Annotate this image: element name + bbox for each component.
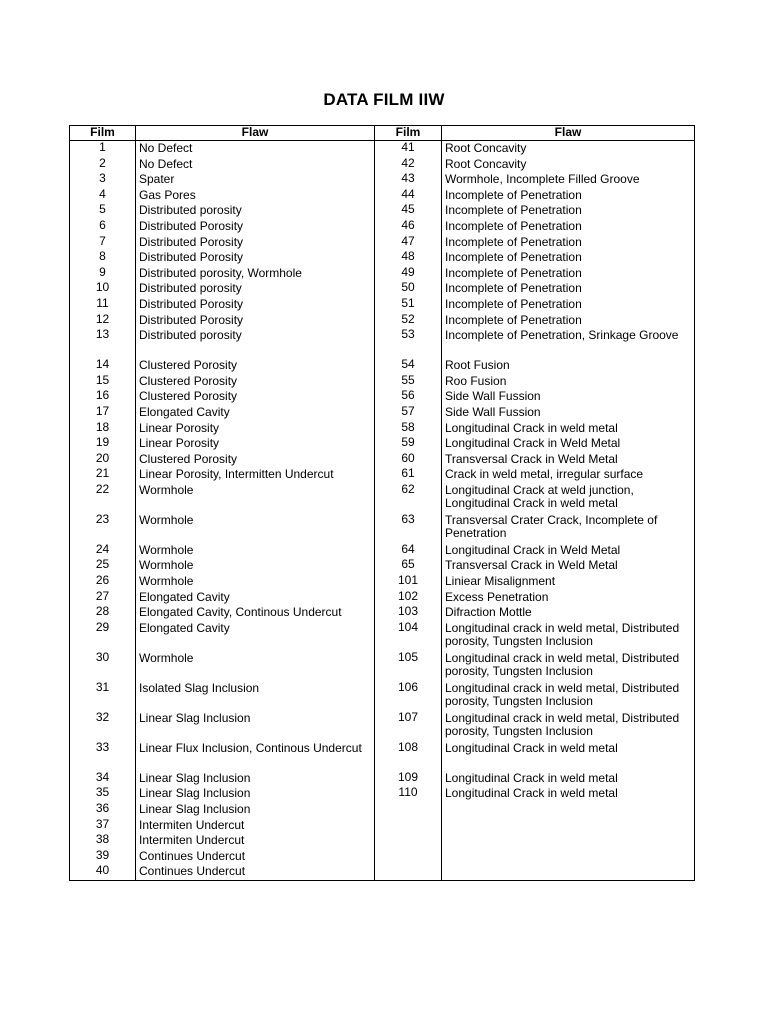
table-row xyxy=(70,328,695,358)
flaw-left: Wormhole xyxy=(136,543,375,559)
flaw-left: Distributed porosity, Wormhole xyxy=(136,266,375,282)
flaw-left: Linear Porosity, Intermitten Undercut xyxy=(136,467,375,483)
film-number-right: 103 xyxy=(375,605,442,621)
film-number-right: 55 xyxy=(375,374,442,390)
film-number-right: 47 xyxy=(375,235,442,251)
film-number-right: 108 xyxy=(375,741,442,771)
flaw-right: Longitudinal Crack in weld metal xyxy=(442,741,695,771)
film-number-left: 10 xyxy=(70,281,136,297)
flaw-left: Elongated Cavity xyxy=(136,590,375,606)
table-row xyxy=(70,421,695,437)
film-number-left: 19 xyxy=(70,436,136,452)
table-row xyxy=(70,741,695,771)
table-row xyxy=(70,250,695,266)
table-row xyxy=(70,452,695,468)
flaw-right: Longitudinal Crack at weld junction, Longitudinal Crack in weld metal xyxy=(442,483,695,513)
flaw-left: Distributed Porosity xyxy=(136,219,375,235)
page-title: DATA FILM IIW xyxy=(323,90,445,109)
flaw-right: Incomplete of Penetration xyxy=(442,188,695,204)
table-row xyxy=(70,281,695,297)
film-number-left: 12 xyxy=(70,313,136,329)
flaw-left: Continues Undercut xyxy=(136,864,375,880)
flaw-right: Side Wall Fussion xyxy=(442,389,695,405)
flaw-right: Longitudinal Crack in weld metal xyxy=(442,771,695,787)
film-number-left: 18 xyxy=(70,421,136,437)
film-number-right: 61 xyxy=(375,467,442,483)
flaw-right: Incomplete of Penetration, Srinkage Groove xyxy=(442,328,695,358)
table-row xyxy=(70,188,695,204)
flaw-right: Difraction Mottle xyxy=(442,605,695,621)
flaw-left: Wormhole xyxy=(136,483,375,513)
flaw-right: Incomplete of Penetration xyxy=(442,297,695,313)
film-number-left: 32 xyxy=(70,711,136,741)
film-number-right: 109 xyxy=(375,771,442,787)
film-number-left: 2 xyxy=(70,157,136,173)
film-number-left: 13 xyxy=(70,328,136,358)
flaw-left: Clustered Porosity xyxy=(136,358,375,374)
table-row xyxy=(70,203,695,219)
film-number-right: 59 xyxy=(375,436,442,452)
film-number-left: 6 xyxy=(70,219,136,235)
flaw-right: Longitudinal crack in weld metal, Distributed porosity, Tungsten Inclusion xyxy=(442,651,695,681)
table-row xyxy=(70,235,695,251)
film-number-right: 57 xyxy=(375,405,442,421)
flaw-right: Longitudinal Crack in weld metal xyxy=(442,421,695,437)
table-row xyxy=(70,141,695,157)
flaw-left: Distributed Porosity xyxy=(136,297,375,313)
flaw-left: Linear Slag Inclusion xyxy=(136,786,375,802)
flaw-left: No Defect xyxy=(136,141,375,157)
film-number-left: 23 xyxy=(70,513,136,543)
flaw-right: Incomplete of Penetration xyxy=(442,219,695,235)
table-row xyxy=(70,574,695,590)
film-number-right: 46 xyxy=(375,219,442,235)
film-number-left: 16 xyxy=(70,389,136,405)
flaw-left: Elongated Cavity xyxy=(136,621,375,651)
film-number-left: 4 xyxy=(70,188,136,204)
table-row xyxy=(70,358,695,374)
film-number-right: 64 xyxy=(375,543,442,559)
film-number-right: 106 xyxy=(375,681,442,711)
film-number-left: 8 xyxy=(70,250,136,266)
table-row xyxy=(70,172,695,188)
table-row xyxy=(70,849,695,865)
flaw-right: Incomplete of Penetration xyxy=(442,266,695,282)
film-number-left: 7 xyxy=(70,235,136,251)
flaw-left: Distributed porosity xyxy=(136,328,375,358)
flaw-left: Linear Porosity xyxy=(136,436,375,452)
film-number-left: 25 xyxy=(70,558,136,574)
flaw-right xyxy=(442,833,695,849)
film-number-left: 39 xyxy=(70,849,136,865)
film-number-right xyxy=(375,849,442,865)
film-number-left: 34 xyxy=(70,771,136,787)
flaw-left: Clustered Porosity xyxy=(136,389,375,405)
film-flaw-table xyxy=(69,125,695,881)
table-row xyxy=(70,786,695,802)
film-number-right: 42 xyxy=(375,157,442,173)
flaw-right: Longitudinal Crack in Weld Metal xyxy=(442,436,695,452)
film-number-left: 20 xyxy=(70,452,136,468)
film-number-left: 37 xyxy=(70,818,136,834)
flaw-right xyxy=(442,818,695,834)
film-number-right: 51 xyxy=(375,297,442,313)
flaw-left: Elongated Cavity, Continous Undercut xyxy=(136,605,375,621)
film-number-right: 62 xyxy=(375,483,442,513)
film-number-right: 104 xyxy=(375,621,442,651)
flaw-left: Wormhole xyxy=(136,513,375,543)
flaw-left: Distributed porosity xyxy=(136,203,375,219)
flaw-right: Longitudinal Crack in weld metal xyxy=(442,786,695,802)
flaw-right: Incomplete of Penetration xyxy=(442,235,695,251)
table-row xyxy=(70,802,695,818)
flaw-left: Wormhole xyxy=(136,574,375,590)
film-number-left: 5 xyxy=(70,203,136,219)
flaw-left: Isolated Slag Inclusion xyxy=(136,681,375,711)
film-number-right: 110 xyxy=(375,786,442,802)
film-number-left: 9 xyxy=(70,266,136,282)
film-number-left: 40 xyxy=(70,864,136,880)
table-row xyxy=(70,374,695,390)
film-number-left: 11 xyxy=(70,297,136,313)
film-number-left: 33 xyxy=(70,741,136,771)
table-row xyxy=(70,543,695,559)
table-row xyxy=(70,389,695,405)
flaw-right: Incomplete of Penetration xyxy=(442,250,695,266)
table-row xyxy=(70,405,695,421)
table-row xyxy=(70,436,695,452)
film-number-left: 22 xyxy=(70,483,136,513)
film-number-right xyxy=(375,802,442,818)
flaw-right xyxy=(442,849,695,865)
flaw-left: Spater xyxy=(136,172,375,188)
flaw-left: Intermiten Undercut xyxy=(136,818,375,834)
table-row xyxy=(70,711,695,741)
flaw-left: Distributed porosity xyxy=(136,281,375,297)
film-number-right: 102 xyxy=(375,590,442,606)
table-row xyxy=(70,467,695,483)
flaw-left: Wormhole xyxy=(136,558,375,574)
film-number-left: 24 xyxy=(70,543,136,559)
film-number-right: 43 xyxy=(375,172,442,188)
flaw-left: Clustered Porosity xyxy=(136,452,375,468)
flaw-right: Transversal Crack in Weld Metal xyxy=(442,558,695,574)
film-number-right: 49 xyxy=(375,266,442,282)
header-flaw-left: Flaw xyxy=(136,126,375,141)
header-film-left: Film xyxy=(70,126,136,141)
flaw-left: No Defect xyxy=(136,157,375,173)
film-number-right xyxy=(375,818,442,834)
flaw-right: Side Wall Fussion xyxy=(442,405,695,421)
film-number-left: 14 xyxy=(70,358,136,374)
table-row xyxy=(70,558,695,574)
film-number-left: 26 xyxy=(70,574,136,590)
flaw-left: Linear Porosity xyxy=(136,421,375,437)
flaw-right: Liniear Misalignment xyxy=(442,574,695,590)
table-row xyxy=(70,313,695,329)
film-number-left: 1 xyxy=(70,141,136,157)
flaw-right xyxy=(442,864,695,880)
film-number-right: 101 xyxy=(375,574,442,590)
film-number-left: 35 xyxy=(70,786,136,802)
flaw-left: Linear Flux Inclusion, Continous Undercut xyxy=(136,741,375,771)
film-number-right: 53 xyxy=(375,328,442,358)
film-number-right: 44 xyxy=(375,188,442,204)
film-number-left: 15 xyxy=(70,374,136,390)
film-number-right: 105 xyxy=(375,651,442,681)
flaw-left: Intermiten Undercut xyxy=(136,833,375,849)
flaw-right: Root Concavity xyxy=(442,141,695,157)
flaw-right: Longitudinal crack in weld metal, Distributed porosity, Tungsten Inclusion xyxy=(442,681,695,711)
table-row xyxy=(70,605,695,621)
flaw-left: Continues Undercut xyxy=(136,849,375,865)
table-row xyxy=(70,483,695,513)
flaw-right: Longitudinal crack in weld metal, Distributed porosity, Tungsten Inclusion xyxy=(442,711,695,741)
film-number-left: 38 xyxy=(70,833,136,849)
film-number-left: 3 xyxy=(70,172,136,188)
film-number-right xyxy=(375,864,442,880)
table-row xyxy=(70,157,695,173)
film-number-left: 31 xyxy=(70,681,136,711)
flaw-left: Linear Slag Inclusion xyxy=(136,711,375,741)
flaw-left: Gas Pores xyxy=(136,188,375,204)
table-row xyxy=(70,818,695,834)
film-number-right: 58 xyxy=(375,421,442,437)
film-number-right: 63 xyxy=(375,513,442,543)
flaw-right: Incomplete of Penetration xyxy=(442,313,695,329)
table-row xyxy=(70,833,695,849)
flaw-left: Distributed Porosity xyxy=(136,250,375,266)
film-number-left: 30 xyxy=(70,651,136,681)
flaw-right: Incomplete of Penetration xyxy=(442,281,695,297)
film-number-right: 41 xyxy=(375,141,442,157)
flaw-left: Elongated Cavity xyxy=(136,405,375,421)
table-row xyxy=(70,681,695,711)
table-row xyxy=(70,621,695,651)
flaw-right: Root Fusion xyxy=(442,358,695,374)
table-row xyxy=(70,513,695,543)
flaw-right xyxy=(442,802,695,818)
film-number-right xyxy=(375,833,442,849)
flaw-right: Transversal Crater Crack, Incomplete of Penetration xyxy=(442,513,695,543)
flaw-left: Distributed Porosity xyxy=(136,313,375,329)
table-row xyxy=(70,297,695,313)
flaw-right: Longitudinal crack in weld metal, Distributed porosity, Tungsten Inclusion xyxy=(442,621,695,651)
film-number-right: 48 xyxy=(375,250,442,266)
flaw-left: Linear Slag Inclusion xyxy=(136,771,375,787)
table-row xyxy=(70,219,695,235)
flaw-left: Clustered Porosity xyxy=(136,374,375,390)
table-row xyxy=(70,266,695,282)
film-number-right: 56 xyxy=(375,389,442,405)
flaw-right: Longitudinal Crack in Weld Metal xyxy=(442,543,695,559)
film-number-right: 107 xyxy=(375,711,442,741)
film-number-left: 17 xyxy=(70,405,136,421)
flaw-right: Transversal Crack in Weld Metal xyxy=(442,452,695,468)
header-film-right: Film xyxy=(375,126,442,141)
flaw-right: Incomplete of Penetration xyxy=(442,203,695,219)
film-number-right: 50 xyxy=(375,281,442,297)
flaw-left: Wormhole xyxy=(136,651,375,681)
film-number-left: 29 xyxy=(70,621,136,651)
film-number-right: 60 xyxy=(375,452,442,468)
header-flaw-right: Flaw xyxy=(442,126,695,141)
table-body xyxy=(70,141,695,881)
film-number-right: 65 xyxy=(375,558,442,574)
film-number-left: 21 xyxy=(70,467,136,483)
flaw-right: Wormhole, Incomplete Filled Groove xyxy=(442,172,695,188)
table-row xyxy=(70,590,695,606)
table-row xyxy=(70,651,695,681)
film-number-right: 45 xyxy=(375,203,442,219)
film-number-left: 36 xyxy=(70,802,136,818)
film-number-left: 27 xyxy=(70,590,136,606)
flaw-right: Root Concavity xyxy=(442,157,695,173)
film-number-left: 28 xyxy=(70,605,136,621)
flaw-left: Distributed Porosity xyxy=(136,235,375,251)
flaw-right: Roo Fusion xyxy=(442,374,695,390)
table-row xyxy=(70,864,695,880)
table-row xyxy=(70,771,695,787)
table-header-row xyxy=(70,126,695,141)
flaw-left: Linear Slag Inclusion xyxy=(136,802,375,818)
film-number-right: 52 xyxy=(375,313,442,329)
flaw-right: Crack in weld metal, irregular surface xyxy=(442,467,695,483)
film-number-right: 54 xyxy=(375,358,442,374)
flaw-right: Excess Penetration xyxy=(442,590,695,606)
